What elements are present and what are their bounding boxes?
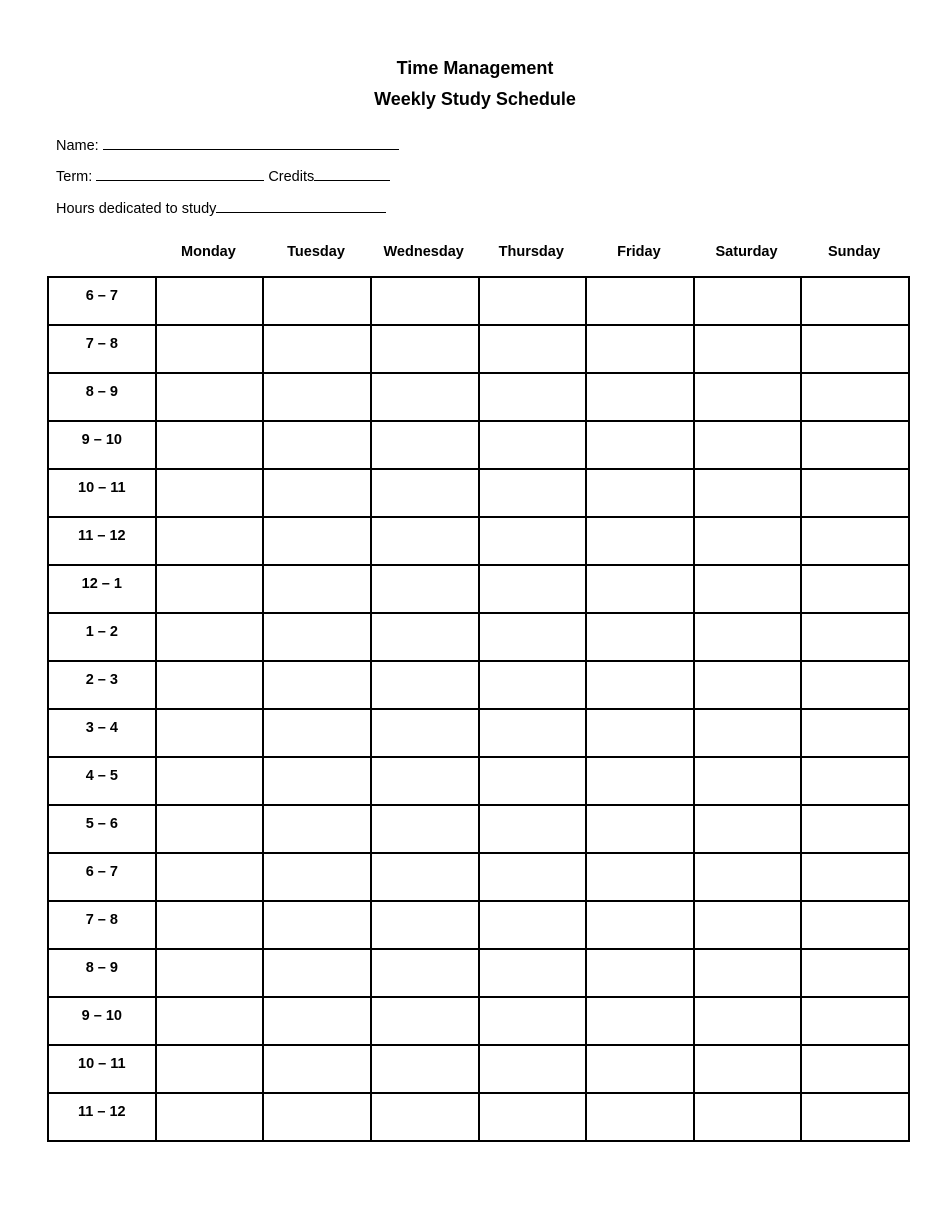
schedule-cell-tuesday[interactable] [263,421,371,469]
name-label: Name: [56,138,99,154]
schedule-cell-monday[interactable] [156,613,264,661]
document-title: Time Management [396,58,554,78]
schedule-cell-friday[interactable] [586,325,694,373]
schedule-cell-monday[interactable] [156,1093,264,1141]
schedule-cell-tuesday[interactable] [263,1093,371,1141]
schedule-cell-friday[interactable] [586,1093,694,1141]
schedule-cell-friday[interactable] [586,901,694,949]
schedule-cell-monday[interactable] [156,1045,264,1093]
table-row [48,853,909,901]
schedule-cell-thursday[interactable] [479,325,587,373]
schedule-cell-friday[interactable] [586,661,694,709]
table-row [48,661,909,709]
schedule-cell-tuesday[interactable] [263,709,371,757]
schedule-cell-thursday[interactable] [479,757,587,805]
schedule-cell-saturday[interactable] [694,853,802,901]
schedule-cell-wednesday[interactable] [371,565,479,613]
schedule-cell-wednesday[interactable] [371,1045,479,1093]
schedule-cell-saturday[interactable] [694,613,802,661]
table-row [48,517,909,565]
schedule-cell-tuesday[interactable] [263,661,371,709]
schedule-cell-sunday[interactable] [801,853,909,901]
schedule-cell-friday[interactable] [586,613,694,661]
schedule-cell-thursday[interactable] [479,949,587,997]
schedule-cell-friday[interactable] [586,469,694,517]
schedule-cell-sunday[interactable] [801,277,909,325]
table-row [48,709,909,757]
schedule-cell-tuesday[interactable] [263,373,371,421]
table-row [48,421,909,469]
schedule-cell-saturday[interactable] [694,1045,802,1093]
time-slot-label: 7 – 8 [48,901,156,949]
schedule-cell-tuesday[interactable] [263,853,371,901]
time-slot-label: 10 – 11 [48,1045,156,1093]
schedule-cell-friday[interactable] [586,757,694,805]
schedule-cell-sunday[interactable] [801,757,909,805]
schedule-cell-tuesday[interactable] [263,517,371,565]
schedule-cell-wednesday[interactable] [371,421,479,469]
schedule-cell-monday[interactable] [156,373,264,421]
schedule-cell-monday[interactable] [156,469,264,517]
schedule-cell-thursday[interactable] [479,997,587,1045]
table-row [48,805,909,853]
schedule-cell-tuesday[interactable] [263,949,371,997]
schedule-cell-wednesday[interactable] [371,757,479,805]
day-header-tuesday: Tuesday [287,244,345,260]
schedule-cell-sunday[interactable] [801,613,909,661]
schedule-table [47,276,910,1142]
time-slot-label: 8 – 9 [48,949,156,997]
schedule-cell-sunday[interactable] [801,565,909,613]
schedule-cell-monday[interactable] [156,661,264,709]
name-field-row [56,135,399,154]
schedule-cell-thursday[interactable] [479,1093,587,1141]
table-row [48,469,909,517]
schedule-cell-wednesday[interactable] [371,901,479,949]
table-row [48,373,909,421]
hours-field-row [56,198,386,217]
schedule-cell-monday[interactable] [156,565,264,613]
table-row [48,901,909,949]
schedule-cell-thursday[interactable] [479,469,587,517]
schedule-cell-saturday[interactable] [694,709,802,757]
schedule-cell-tuesday[interactable] [263,757,371,805]
schedule-cell-thursday[interactable] [479,421,587,469]
schedule-cell-wednesday[interactable] [371,1093,479,1141]
table-row [48,613,909,661]
schedule-cell-friday[interactable] [586,565,694,613]
schedule-cell-tuesday[interactable] [263,901,371,949]
hours-label: Hours dedicated to study [56,201,217,217]
schedule-cell-thursday[interactable] [479,901,587,949]
schedule-cell-monday[interactable] [156,421,264,469]
table-row [48,1093,909,1141]
table-row [48,325,909,373]
term-field-row [56,166,390,185]
schedule-cell-wednesday[interactable] [371,613,479,661]
schedule-cell-wednesday[interactable] [371,709,479,757]
time-slot-label: 6 – 7 [48,853,156,901]
name-blank[interactable] [103,135,399,150]
schedule-cell-thursday[interactable] [479,565,587,613]
schedule-cell-sunday[interactable] [801,997,909,1045]
schedule-cell-saturday[interactable] [694,469,802,517]
schedule-cell-sunday[interactable] [801,325,909,373]
time-slot-label: 9 – 10 [48,421,156,469]
schedule-cell-wednesday[interactable] [371,469,479,517]
schedule-cell-thursday[interactable] [479,853,587,901]
schedule-cell-sunday[interactable] [801,901,909,949]
schedule-cell-monday[interactable] [156,805,264,853]
schedule-cell-saturday[interactable] [694,757,802,805]
schedule-cell-saturday[interactable] [694,1093,802,1141]
schedule-cell-friday[interactable] [586,997,694,1045]
credits-label: Credits [268,169,315,185]
table-row [48,757,909,805]
time-slot-label: 6 – 7 [48,277,156,325]
schedule-cell-monday[interactable] [156,901,264,949]
schedule-cell-thursday[interactable] [479,373,587,421]
table-row [48,1045,909,1093]
schedule-cell-tuesday[interactable] [263,805,371,853]
schedule-cell-friday[interactable] [586,853,694,901]
hours-blank[interactable] [216,198,386,213]
schedule-cell-thursday[interactable] [479,1045,587,1093]
time-slot-label: 1 – 2 [48,613,156,661]
time-slot-label: 4 – 5 [48,757,156,805]
time-slot-label: 8 – 9 [48,373,156,421]
schedule-cell-friday[interactable] [586,805,694,853]
day-header-sunday: Sunday [827,244,881,260]
schedule-cell-wednesday[interactable] [371,805,479,853]
table-row [48,949,909,997]
schedule-cell-saturday[interactable] [694,325,802,373]
schedule-cell-wednesday[interactable] [371,949,479,997]
time-slot-label: 2 – 3 [48,661,156,709]
schedule-cell-wednesday[interactable] [371,325,479,373]
schedule-cell-monday[interactable] [156,709,264,757]
schedule-cell-sunday[interactable] [801,1045,909,1093]
schedule-cell-wednesday[interactable] [371,517,479,565]
schedule-cell-sunday[interactable] [801,421,909,469]
schedule-cell-sunday[interactable] [801,1093,909,1141]
day-header-friday: Friday [617,244,661,260]
schedule-cell-friday[interactable] [586,1045,694,1093]
table-row [48,565,909,613]
schedule-cell-saturday[interactable] [694,373,802,421]
table-row [48,997,909,1045]
schedule-cell-monday[interactable] [156,325,264,373]
schedule-cell-saturday[interactable] [694,277,802,325]
schedule-cell-saturday[interactable] [694,901,802,949]
schedule-cell-monday[interactable] [156,277,264,325]
term-blank[interactable] [96,166,264,181]
schedule-cell-saturday[interactable] [694,997,802,1045]
table-row [48,277,909,325]
schedule-cell-monday[interactable] [156,997,264,1045]
day-header-row [47,244,908,264]
schedule-cell-friday[interactable] [586,709,694,757]
schedule-cell-sunday[interactable] [801,661,909,709]
time-slot-label: 11 – 12 [48,1093,156,1141]
schedule-cell-thursday[interactable] [479,661,587,709]
schedule-cell-friday[interactable] [586,373,694,421]
schedule-cell-sunday[interactable] [801,805,909,853]
term-label: Term: [56,169,93,185]
time-slot-label: 7 – 8 [48,325,156,373]
schedule-cell-thursday[interactable] [479,277,587,325]
schedule-cell-monday[interactable] [156,949,264,997]
schedule-cell-tuesday[interactable] [263,325,371,373]
schedule-cell-tuesday[interactable] [263,1045,371,1093]
day-header-saturday: Saturday [715,244,778,260]
schedule-cell-monday[interactable] [156,853,264,901]
time-slot-label: 12 – 1 [48,565,156,613]
time-slot-label: 9 – 10 [48,997,156,1045]
schedule-cell-thursday[interactable] [479,517,587,565]
time-slot-label: 10 – 11 [48,469,156,517]
schedule-cell-saturday[interactable] [694,949,802,997]
schedule-cell-tuesday[interactable] [263,565,371,613]
schedule-cell-thursday[interactable] [479,613,587,661]
schedule-cell-monday[interactable] [156,517,264,565]
schedule-cell-tuesday[interactable] [263,613,371,661]
schedule-cell-friday[interactable] [586,421,694,469]
schedule-cell-saturday[interactable] [694,517,802,565]
schedule-cell-saturday[interactable] [694,421,802,469]
schedule-cell-friday[interactable] [586,949,694,997]
schedule-cell-friday[interactable] [586,517,694,565]
schedule-cell-tuesday[interactable] [263,277,371,325]
day-header-wednesday: Wednesday [383,244,464,260]
schedule-cell-saturday[interactable] [694,805,802,853]
schedule-cell-wednesday[interactable] [371,661,479,709]
schedule-cell-saturday[interactable] [694,661,802,709]
schedule-cell-sunday[interactable] [801,517,909,565]
credits-blank[interactable] [314,166,390,181]
schedule-cell-thursday[interactable] [479,709,587,757]
schedule-cell-wednesday[interactable] [371,277,479,325]
schedule-cell-wednesday[interactable] [371,853,479,901]
schedule-cell-tuesday[interactable] [263,469,371,517]
time-slot-label: 3 – 4 [48,709,156,757]
schedule-cell-friday[interactable] [586,277,694,325]
schedule-cell-sunday[interactable] [801,373,909,421]
schedule-cell-sunday[interactable] [801,709,909,757]
schedule-cell-saturday[interactable] [694,565,802,613]
day-header-thursday: Thursday [498,244,564,260]
time-slot-label: 11 – 12 [48,517,156,565]
schedule-cell-tuesday[interactable] [263,997,371,1045]
schedule-cell-thursday[interactable] [479,805,587,853]
time-slot-label: 5 – 6 [48,805,156,853]
schedule-cell-monday[interactable] [156,757,264,805]
schedule-cell-wednesday[interactable] [371,997,479,1045]
schedule-cell-wednesday[interactable] [371,373,479,421]
schedule-cell-sunday[interactable] [801,949,909,997]
day-header-monday: Monday [181,244,236,260]
schedule-cell-sunday[interactable] [801,469,909,517]
document-subtitle: Weekly Study Schedule [374,89,576,109]
